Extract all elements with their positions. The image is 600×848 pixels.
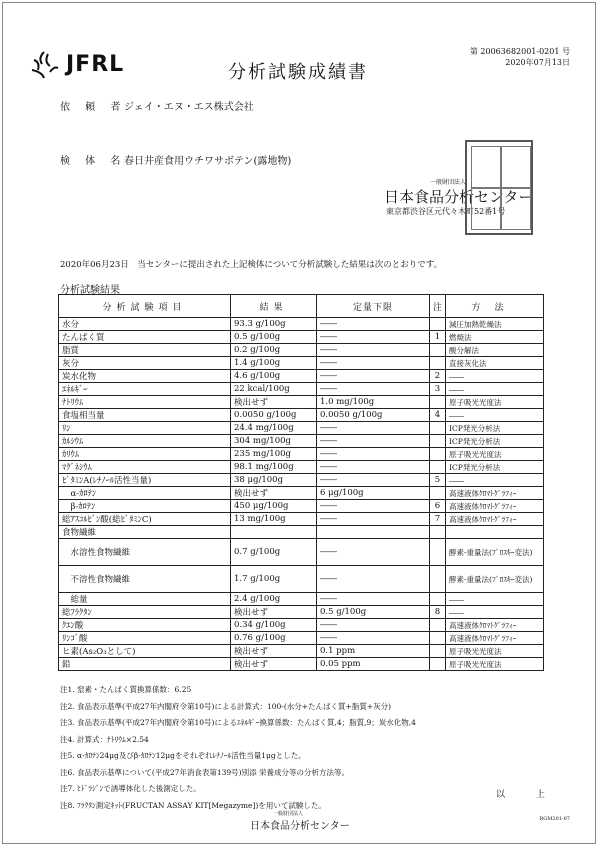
cell-item: 炭水化物 [59,370,231,383]
cell-limit: ―― [317,435,430,448]
table-row [59,593,544,606]
cell-method: ―― [446,606,544,619]
cell-item: 食塩相当量 [59,409,231,422]
cell-note [430,435,446,448]
header-limit: 定量下限 [317,295,430,318]
cell-limit: ―― [317,383,430,396]
document-title: 分析試験成績書 [228,62,368,83]
cell-note [430,461,446,474]
logo-text: JFRL [66,52,125,77]
cell-item: β-ｶﾛﾃﾝ [59,500,231,513]
cell-note: 1 [430,331,446,344]
cell-note: 4 [430,409,446,422]
jfrl-logo-mark-icon [28,50,60,80]
cell-result: 4.6 g/100g [231,370,317,383]
cell-limit: 0.5 g/100g [317,606,430,619]
cell-item: 総ﾌﾗｸﾀﾝ [59,606,231,619]
cell-result: 38 μg/100g [231,474,317,487]
footer-prefix: 一般財団法人 [273,811,304,817]
cell-result: 0.34 g/100g [231,619,317,632]
note-line: 注6. 食品表示基準について(平成27年消食表第139号)別添 栄養成分等の分析方法等。 [60,767,349,777]
cell-note [430,422,446,435]
note-line: 注7. ﾋﾄﾞﾗｼﾞﾝで誘導体化した後測定した。 [60,784,201,793]
report-number-block [470,46,570,68]
form-number: RGM201-07 [539,816,570,822]
cell-method: ―― [446,593,544,606]
table-row [59,619,544,632]
cell-limit: ―― [317,448,430,461]
table-row [59,435,544,448]
cell-item: 脂質 [59,344,231,357]
note-line: 注3. 食品表示基準(平成27年内閣府令第10号)によるｴﾈﾙｷﾞｰ換算係数：たんぱく質,4；脂質,9；炭水化物,4 [60,718,416,727]
results-body [59,318,544,671]
client-value: ジェイ・エヌ・エス株式会社 [124,102,254,113]
cell-note [430,645,446,658]
cell-method: 燃焼法 [446,331,544,344]
cell-method: 高速液体ｸﾛﾏﾄｸﾞﾗﾌｨｰ [446,619,544,632]
cell-note [430,526,446,539]
cell-item: 水溶性食物繊維 [59,539,231,566]
table-row [59,658,544,671]
cell-note: 8 [430,606,446,619]
report-number: 第 20063682001-0201 号 [469,47,570,56]
cell-limit: ―― [317,500,430,513]
header-item: 分析試験項目 [59,295,231,318]
cell-result: 0.5 g/100g [231,331,317,344]
cell-limit [317,526,430,539]
cell-limit: ―― [317,331,430,344]
cell-method: 酵素-重量法(ﾌﾟﾛｽｷｰ変法) [446,539,544,566]
table-row [59,357,544,370]
cell-note: 7 [430,513,446,526]
table-row [59,474,544,487]
table-row [59,632,544,645]
table-row [59,487,544,500]
cell-result: 0.2 g/100g [231,344,317,357]
sample-label: 検 体 名 [60,156,127,167]
cell-method: ―― [446,370,544,383]
cell-item: 灰分 [59,357,231,370]
table-row [59,344,544,357]
cell-item: ヒ素(As₂O₃として) [59,645,231,658]
cell-item: ｶﾙｼｳﾑ [59,435,231,448]
cell-note [430,448,446,461]
cell-note [430,632,446,645]
table-row [59,370,544,383]
table-row [59,331,544,344]
report-date: 2020年07月13日 [505,58,570,67]
cell-result: 検出せず [231,606,317,619]
cell-result: 0.7 g/100g [231,539,317,566]
note-line: 注2. 食品表示基準(平成27年内閣府令第10号)による計算式：100-(水分+たんぱく質+脂質+灰分) [60,701,392,711]
notes-block [60,682,416,814]
cell-method: 酸分解法 [446,344,544,357]
cell-result: 検出せず [231,396,317,409]
cell-item: ﾘﾝ [59,422,231,435]
table-row [59,461,544,474]
client-label: 依 頼 者 [60,102,127,113]
intro-text: 2020年06月23日 当センターに提出された上記検体について分析試験した結果は次のとおりです。 [60,260,443,270]
closing-mark: 以 上 [496,790,559,800]
cell-item: たんぱく質 [59,331,231,344]
org-name: 日本食品分析センター [384,188,534,206]
cell-result: 検出せず [231,645,317,658]
cell-result: 13 mg/100g [231,513,317,526]
cell-item: ﾏｸﾞﾈｼｳﾑ [59,461,231,474]
cell-note: 2 [430,370,446,383]
cell-result: 0.0050 g/100g [231,409,317,422]
cell-limit: ―― [317,513,430,526]
cell-result: 検出せず [231,658,317,671]
cell-limit: ―― [317,593,430,606]
cell-method: ICP発光分析法 [446,422,544,435]
cell-method: 減圧加熱乾燥法 [446,318,544,331]
cell-result: 235 mg/100g [231,448,317,461]
cell-item: ｴﾈﾙｷﾞｰ [59,383,231,396]
cell-limit: ―― [317,318,430,331]
cell-limit: ―― [317,357,430,370]
table-row [59,606,544,619]
header-result: 結果 [231,295,317,318]
cell-result: 0.76 g/100g [231,632,317,645]
note-line: 注4. 計算式：ﾅﾄﾘｳﾑ×2.54 [60,734,149,744]
cell-result: 1.4 g/100g [231,357,317,370]
cell-method: 高速液体ｸﾛﾏﾄｸﾞﾗﾌｨｰ [446,487,544,500]
cell-result: 24.4 mg/100g [231,422,317,435]
results-table [58,294,544,671]
cell-item: 総ｱｽｺﾙﾋﾞﾝ酸(総ﾋﾞﾀﾐﾝC) [59,513,231,526]
cell-item: α-ｶﾛﾃﾝ [59,487,231,500]
cell-limit: ―― [317,632,430,645]
cell-result: 1.7 g/100g [231,566,317,593]
cell-limit: ―― [317,539,430,566]
cell-method: ICP発光分析法 [446,461,544,474]
cell-limit: ―― [317,474,430,487]
cell-method: 高速液体ｸﾛﾏﾄｸﾞﾗﾌｨｰ [446,632,544,645]
jfrl-logo [28,50,148,82]
cell-method: ―― [446,474,544,487]
cell-method: 酵素-重量法(ﾌﾟﾛｽｷｰ変法) [446,566,544,593]
cell-method: 原子吸光光度法 [446,396,544,409]
cell-note: 6 [430,500,446,513]
cell-limit: 0.0050 g/100g [317,409,430,422]
cell-note [430,487,446,500]
cell-note [430,396,446,409]
org-address: 東京都渋谷区元代々木町52番1号 [386,207,506,216]
table-row [59,422,544,435]
table-row [59,566,544,593]
header-method: 方法 [446,295,544,318]
cell-limit: ―― [317,370,430,383]
cell-limit: ―― [317,344,430,357]
header-note: 注 [430,295,446,318]
org-prefix: 一般財団法人 [430,179,467,186]
table-row [59,526,544,539]
cell-item: 水分 [59,318,231,331]
cell-method: ―― [446,409,544,422]
table-row [59,513,544,526]
cell-method: 原子吸光光度法 [446,645,544,658]
cell-item: ﾋﾞﾀﾐﾝA(ﾚﾁﾉｰﾙ活性当量) [59,474,231,487]
cell-result: 22 kcal/100g [231,383,317,396]
cell-method: 高速液体ｸﾛﾏﾄｸﾞﾗﾌｨｰ [446,500,544,513]
cell-item: ﾘﾝｺﾞ酸 [59,632,231,645]
cell-method: 高速液体ｸﾛﾏﾄｸﾞﾗﾌｨｰ [446,513,544,526]
cell-result: 93.3 g/100g [231,318,317,331]
cell-item: 総量 [59,593,231,606]
cell-result [231,526,317,539]
cell-item: 食物繊維 [59,526,231,539]
cell-result: 2.4 g/100g [231,593,317,606]
cell-limit: 1.0 mg/100g [317,396,430,409]
table-row [59,645,544,658]
note-line: 注8. ﾌﾗｸﾀﾝ測定ｷｯﾄ(FRUCTAN ASSAY KIT[Megazyme])を用いて試験した。 [60,800,326,810]
table-row [59,383,544,396]
cell-limit: ―― [317,566,430,593]
cell-result: 304 mg/100g [231,435,317,448]
sample-value: 春日井産食用ウチワサボテン(露地物) [124,156,292,167]
table-row [59,539,544,566]
cell-method: ―― [446,383,544,396]
cell-result: 98.1 mg/100g [231,461,317,474]
cell-note [430,318,446,331]
results-header-row [59,295,544,318]
table-row [59,500,544,513]
cell-method [446,526,544,539]
cell-result: 450 μg/100g [231,500,317,513]
note-line: 注5. α-ｶﾛﾃﾝ24μg及びβ-ｶﾛﾃﾝ12μgをそれぞれﾚﾁﾉｰﾙ活性当量1μgとした。 [60,751,306,760]
cell-item: ｶﾘｳﾑ [59,448,231,461]
cell-method: 原子吸光光度法 [446,658,544,671]
cell-item: ﾅﾄﾘｳﾑ [59,396,231,409]
table-row [59,409,544,422]
cell-item: 鉛 [59,658,231,671]
cell-limit: ―― [317,619,430,632]
cell-note [430,619,446,632]
table-row [59,396,544,409]
cell-method: ICP発光分析法 [446,435,544,448]
cell-limit: 0.1 ppm [317,645,430,658]
table-row [59,448,544,461]
cell-note: 5 [430,474,446,487]
cell-item: ｸｴﾝ酸 [59,619,231,632]
cell-limit: 0.05 ppm [317,658,430,671]
cell-limit: ―― [317,461,430,474]
cell-limit: 6 μg/100g [317,487,430,500]
cell-method: 直接灰化法 [446,357,544,370]
table-row [59,318,544,331]
cell-result: 検出せず [231,487,317,500]
footer-org-name: 日本食品分析センター [250,821,350,832]
cell-note [430,539,446,566]
cell-note [430,593,446,606]
cell-note [430,357,446,370]
cell-note [430,566,446,593]
cell-note: 3 [430,383,446,396]
note-line: 注1. 窒素・たんぱく質換算係数：6.25 [60,685,192,694]
cell-method: 原子吸光光度法 [446,448,544,461]
cell-item: 不溶性食物繊維 [59,566,231,593]
cell-note [430,658,446,671]
results-section-title: 分析試験結果 [60,285,120,296]
cell-limit: ―― [317,422,430,435]
cell-note [430,344,446,357]
official-seal-stamp [465,140,533,235]
